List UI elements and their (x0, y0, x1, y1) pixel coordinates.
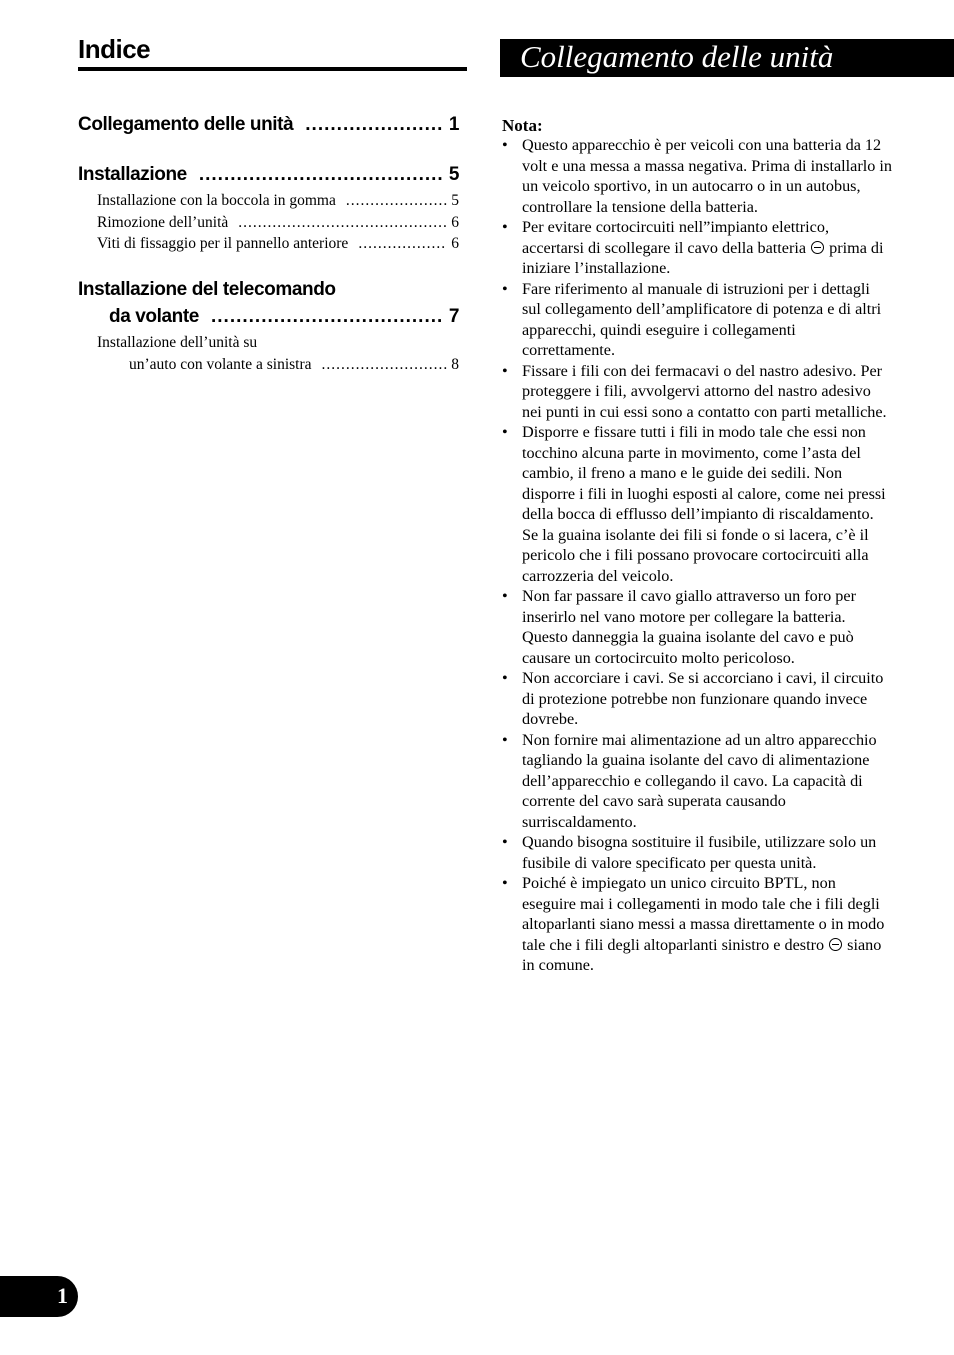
note-item: • Non fornire mai alimentazione ad un altro apparecchio tagliando la guaina isolante del cavo di alimentazione dell’apparecchio e collegando il cavo. La capacità di corrente del cavo sarà superata causando surriscaldamento. (502, 730, 877, 831)
toc-page-number: 5 (448, 164, 459, 185)
toc-dot-leader (346, 191, 447, 211)
bullet-icon: • (502, 136, 508, 154)
toc-dot-leader (358, 234, 447, 254)
note-item: • Per evitare cortocircuiti nell”impianto elettrico, accertarsi di scollegare il cavo della batteria prima di iniziare l’installazione. (502, 218, 884, 277)
section-title: Collegamento delle unità (520, 39, 834, 74)
note-list (500, 135, 892, 976)
toc-subentry-label: Rimozione dell’unità (97, 214, 229, 231)
bullet-icon: • (502, 874, 508, 892)
toc-dot-leader (199, 163, 443, 187)
toc-page-number: 6 (451, 214, 459, 231)
toc-subentry-label: Installazione con la boccola in gomma (97, 192, 336, 209)
toc-entry-collegamento[interactable] (78, 113, 459, 137)
toc-page-number: 5 (451, 192, 459, 209)
toc-subentry-boccola[interactable] (97, 191, 459, 211)
note-item: • Fare riferimento al manuale di istruzioni per i dettagli sul collegamento dell’amplificatore di potenza e di altri apparecchi, quindi eseguire i collegamenti correttamente. (502, 279, 882, 359)
note-item: • Non accorciare i cavi. Se si accorciano i cavi, il circuito di protezione potrebbe non funzionare quando invece dovrebe. (502, 669, 884, 728)
toc-entry-label: Collegamento delle unità (78, 114, 294, 135)
note-item: • Quando bisogna sostituire il fusibile, utilizzare solo un fusibile di valore specificato per questa unità. (502, 833, 877, 872)
index-title: Indice (78, 32, 467, 71)
toc-page-number: 7 (448, 306, 459, 327)
toc-entry-label: da volante (109, 306, 199, 327)
toc-subentry-rimozione[interactable] (97, 213, 459, 233)
bullet-icon: • (502, 423, 508, 441)
toc-subentry-label: Viti di fissaggio per il pannello anteriore (97, 235, 349, 252)
toc-entry-label: Installazione (78, 164, 187, 185)
page-number: 1 (57, 1283, 68, 1308)
note-item: • Fissare i fili con dei fermacavi o del nastro adesivo. Per proteggere i fili, avvolgervi attorno del nastro adesivo nei punti in cui essi sono a contatto con parti metalliche. (502, 361, 887, 421)
toc-subentry-viti[interactable] (97, 234, 459, 254)
note-item: • Non far passare il cavo giallo attraverso un foro per inserirlo nel vano motore per collegare la batteria. Questo danneggia la guaina isolante del cavo e può causare un cortocircuito molto pericoloso. (502, 587, 856, 667)
toc-page-number: 8 (451, 356, 459, 373)
toc-dot-leader (305, 113, 443, 137)
note-item: • Disporre e fissare tutti i fili in modo tale che essi non tocchino alcuna parte in movimento, come l’asta del cambio, il freno a mano e le guide dei sedili. Non disporre i fili in luoghi esposti al calore, come nei pressi della bocca di efflusso dell’impianto di riscaldamento. Se la guaina isolante dei fili si fonde o si lacera, c’è il pericolo che i fili possano provocare cortocircuiti alla carrozzeria del veicolo. (502, 423, 886, 585)
bullet-icon: • (502, 669, 508, 687)
bullet-icon: • (502, 730, 508, 749)
toc-subentry-volante[interactable] (129, 355, 459, 375)
note-item: • Questo apparecchio è per veicoli con una batteria da 12 volt e una messa a massa negativa. Prima di installarlo in un veicolo sportivo, in un autocarro o in un autobus, controllare la tensione della batteria. (502, 136, 892, 216)
toc-page-number: 1 (448, 114, 459, 135)
toc-entry-installazione[interactable] (78, 163, 459, 187)
toc-dot-leader (238, 213, 447, 233)
toc-dot-leader (322, 355, 448, 375)
bullet-icon: • (502, 279, 508, 298)
bullet-icon: • (502, 587, 508, 605)
page-number-tab (0, 1276, 78, 1317)
bullet-icon: • (502, 833, 508, 851)
bullet-icon: • (502, 218, 508, 236)
minus-circle-icon (829, 938, 842, 951)
bullet-icon: • (502, 361, 508, 380)
toc-dot-leader (211, 305, 443, 329)
toc-entry-telecomando[interactable] (109, 305, 459, 329)
minus-circle-icon (811, 241, 824, 254)
toc-subentry-volante-line1[interactable]: Installazione dell’unità su (97, 334, 258, 351)
toc-entry-telecomando-line1[interactable]: Installazione del telecomando (78, 279, 336, 300)
toc-page-number: 6 (451, 235, 459, 252)
section-banner (500, 39, 954, 77)
note-item: • Poiché è impiegato un unico circuito BPTL, non eseguire mai i collegamenti in modo tale che i fili degli altoparlanti siano messi a massa direttamente o in modo tale che i fili degli altoparlanti sinistro e destro siano in comune. (502, 874, 885, 974)
note-title: Nota: (502, 116, 543, 135)
toc-subentry-label: un’auto con volante a sinistra (129, 356, 312, 373)
